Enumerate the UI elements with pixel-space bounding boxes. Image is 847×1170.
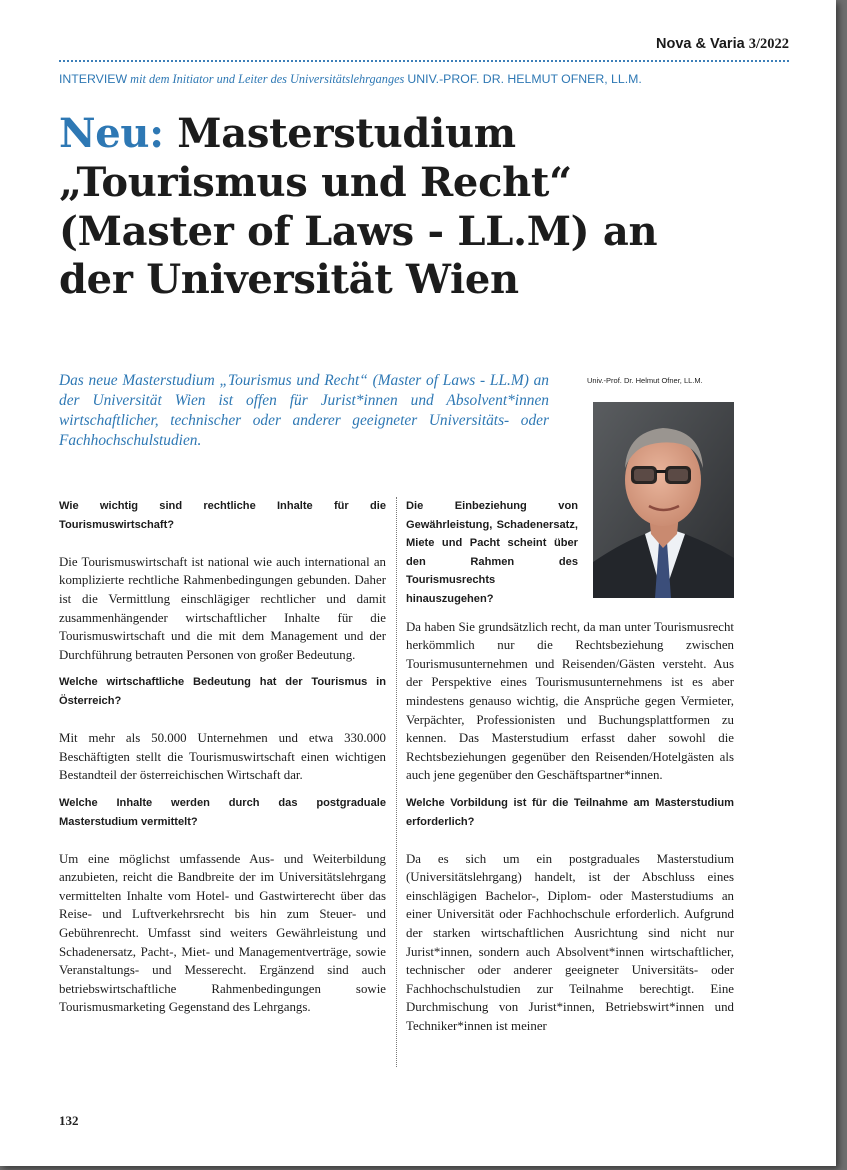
photo-caption: Univ.-Prof. Dr. Helmut Ofner, LL.M.: [587, 376, 703, 385]
running-header: [0, 36, 789, 53]
intro-text: mit dem Initiator und Leiter des Universitätslehrganges: [127, 72, 408, 86]
question-5: Welche Vorbildung ist für die Teilnahme am Masterstudium erforderlich?: [406, 796, 734, 828]
title-line-3: (Master of Laws - LL.M) an: [59, 207, 658, 255]
answer-2: Mit mehr als 50.000 Unternehmen und etwa 330.000 Beschäftigten stellt die Tourismuswirtschaft einen wichtigen Bestandteil der österreichischen Wirtschaft dar.: [59, 731, 386, 783]
answer-3: Um eine möglichst umfassende Aus- und Weiterbildung anzubieten, reicht die Bandbreite der im Universitätslehrgang vermittelten Inhalte vom Hotel- und Gastwirterecht über das Reise- und Luftverkehrsrecht bis hin zum Steuer- und Gebührenrecht. Umfasst sind weiters Gewährleistung und Schadenersatz, Pacht-, Miet- und Managementverträge, sowie Veranstaltungs- und Messerecht. Ergänzend sind auch betriebswirtschaftliche Rahmenbedingungen sowie Tourismusmarketing Gegenstand des Lehrgangs.: [59, 851, 386, 1015]
interview-intro: [59, 72, 779, 87]
lead-paragraph: Das neue Masterstudium „Tourismus und Recht“ (Master of Laws - LL.M) an der Universität Wien ist offen für Jurist*innen und Absolvent*innen wirtschaftlicher, technischer oder anderer geeigneter Universitäts- oder Fachhochschulstudien.: [59, 372, 549, 450]
article-column-right: [406, 497, 734, 1036]
intro-name: UNIV.-PROF. DR. HELMUT OFNER, LL.M.: [407, 72, 642, 86]
intro-label: INTERVIEW: [59, 72, 128, 86]
question-2: Welche wirtschaftliche Bedeutung hat der Tourismus in Österreich?: [59, 676, 386, 707]
answer-4: Da haben Sie grundsätzlich recht, da man unter Tourismusrecht herkömmlich nur die Rechtsbeziehung zwischen Tourismusunternehmen und Reisenden/Gästen versteht. Aus der Perspektive eines Tourismusunternehmens ist es aber mindestens genauso wichtig, die Ansprüche gegen Vermieter, Verpächter, Professionisten und Buchungsplattformen zu kennen. Das Masterstudium erfasst daher sowohl die Rechtsbeziehungen gegenüber den Reisenden/Hotelgästen als auch jene gegenüber den Geschäftspartner*innen.: [406, 619, 734, 783]
issue-number: 3/2022: [748, 36, 789, 52]
answer-5: Da es sich um ein postgraduales Masterstudium (Universitätslehrgang) handelt, ist der Abschluss eines einschlägigen Bachelor-, Diplom- oder Masterstudiums an einer Universität oder Fachhochschule erforderlich. Aufgrund der starken wirtschaftlichen Ausrichtung sind nicht nur Jurist*innen, sondern auch Absolvent*innen wirtschaftlicher, technischer oder anderer geeigneter Universitäts- oder Fachhochschulstudien zur Teilnahme berechtigt. Eine Durchmischung von Jurist*innen, Betriebswirt*innen und Techniker*innen ist meiner: [406, 851, 734, 1034]
question-3: Welche Inhalte werden durch das postgraduale Masterstudium vermittelt?: [59, 796, 386, 828]
magazine-name: Nova & Varia: [656, 36, 745, 52]
header-divider: [59, 60, 789, 62]
question-4: Die Einbeziehung von Gewährleistung, Schadenersatz, Miete und Pacht scheint über den Rahmen des Tourismusrechts hinauszugehen?: [406, 500, 578, 605]
column-divider: [396, 497, 397, 1067]
title-accent: Neu:: [59, 110, 164, 157]
answer-1: Die Tourismuswirtschaft ist national wie auch international an komplizierte rechtliche Rahmenbedingungen gebunden. Daher ist die Vermittlung einschlägiger rechtlicher und damit zusammenhängender wirtschaftlicher Inhalte für die Tourismuswirtschaft und die mit dem Management und der Durchführung betrauten Personen von großer Bedeutung.: [59, 554, 386, 662]
title-line-1: Masterstudium: [163, 110, 516, 157]
question-1: Wie wichtig sind rechtliche Inhalte für die Tourismuswirtschaft?: [59, 500, 386, 531]
title-line-2: „Tourismus und Recht“: [59, 158, 572, 206]
title-line-4: der Universität Wien: [59, 256, 519, 304]
page-number: 132: [59, 1113, 79, 1128]
article-column-left: [59, 497, 386, 1017]
article-title: [59, 110, 779, 305]
